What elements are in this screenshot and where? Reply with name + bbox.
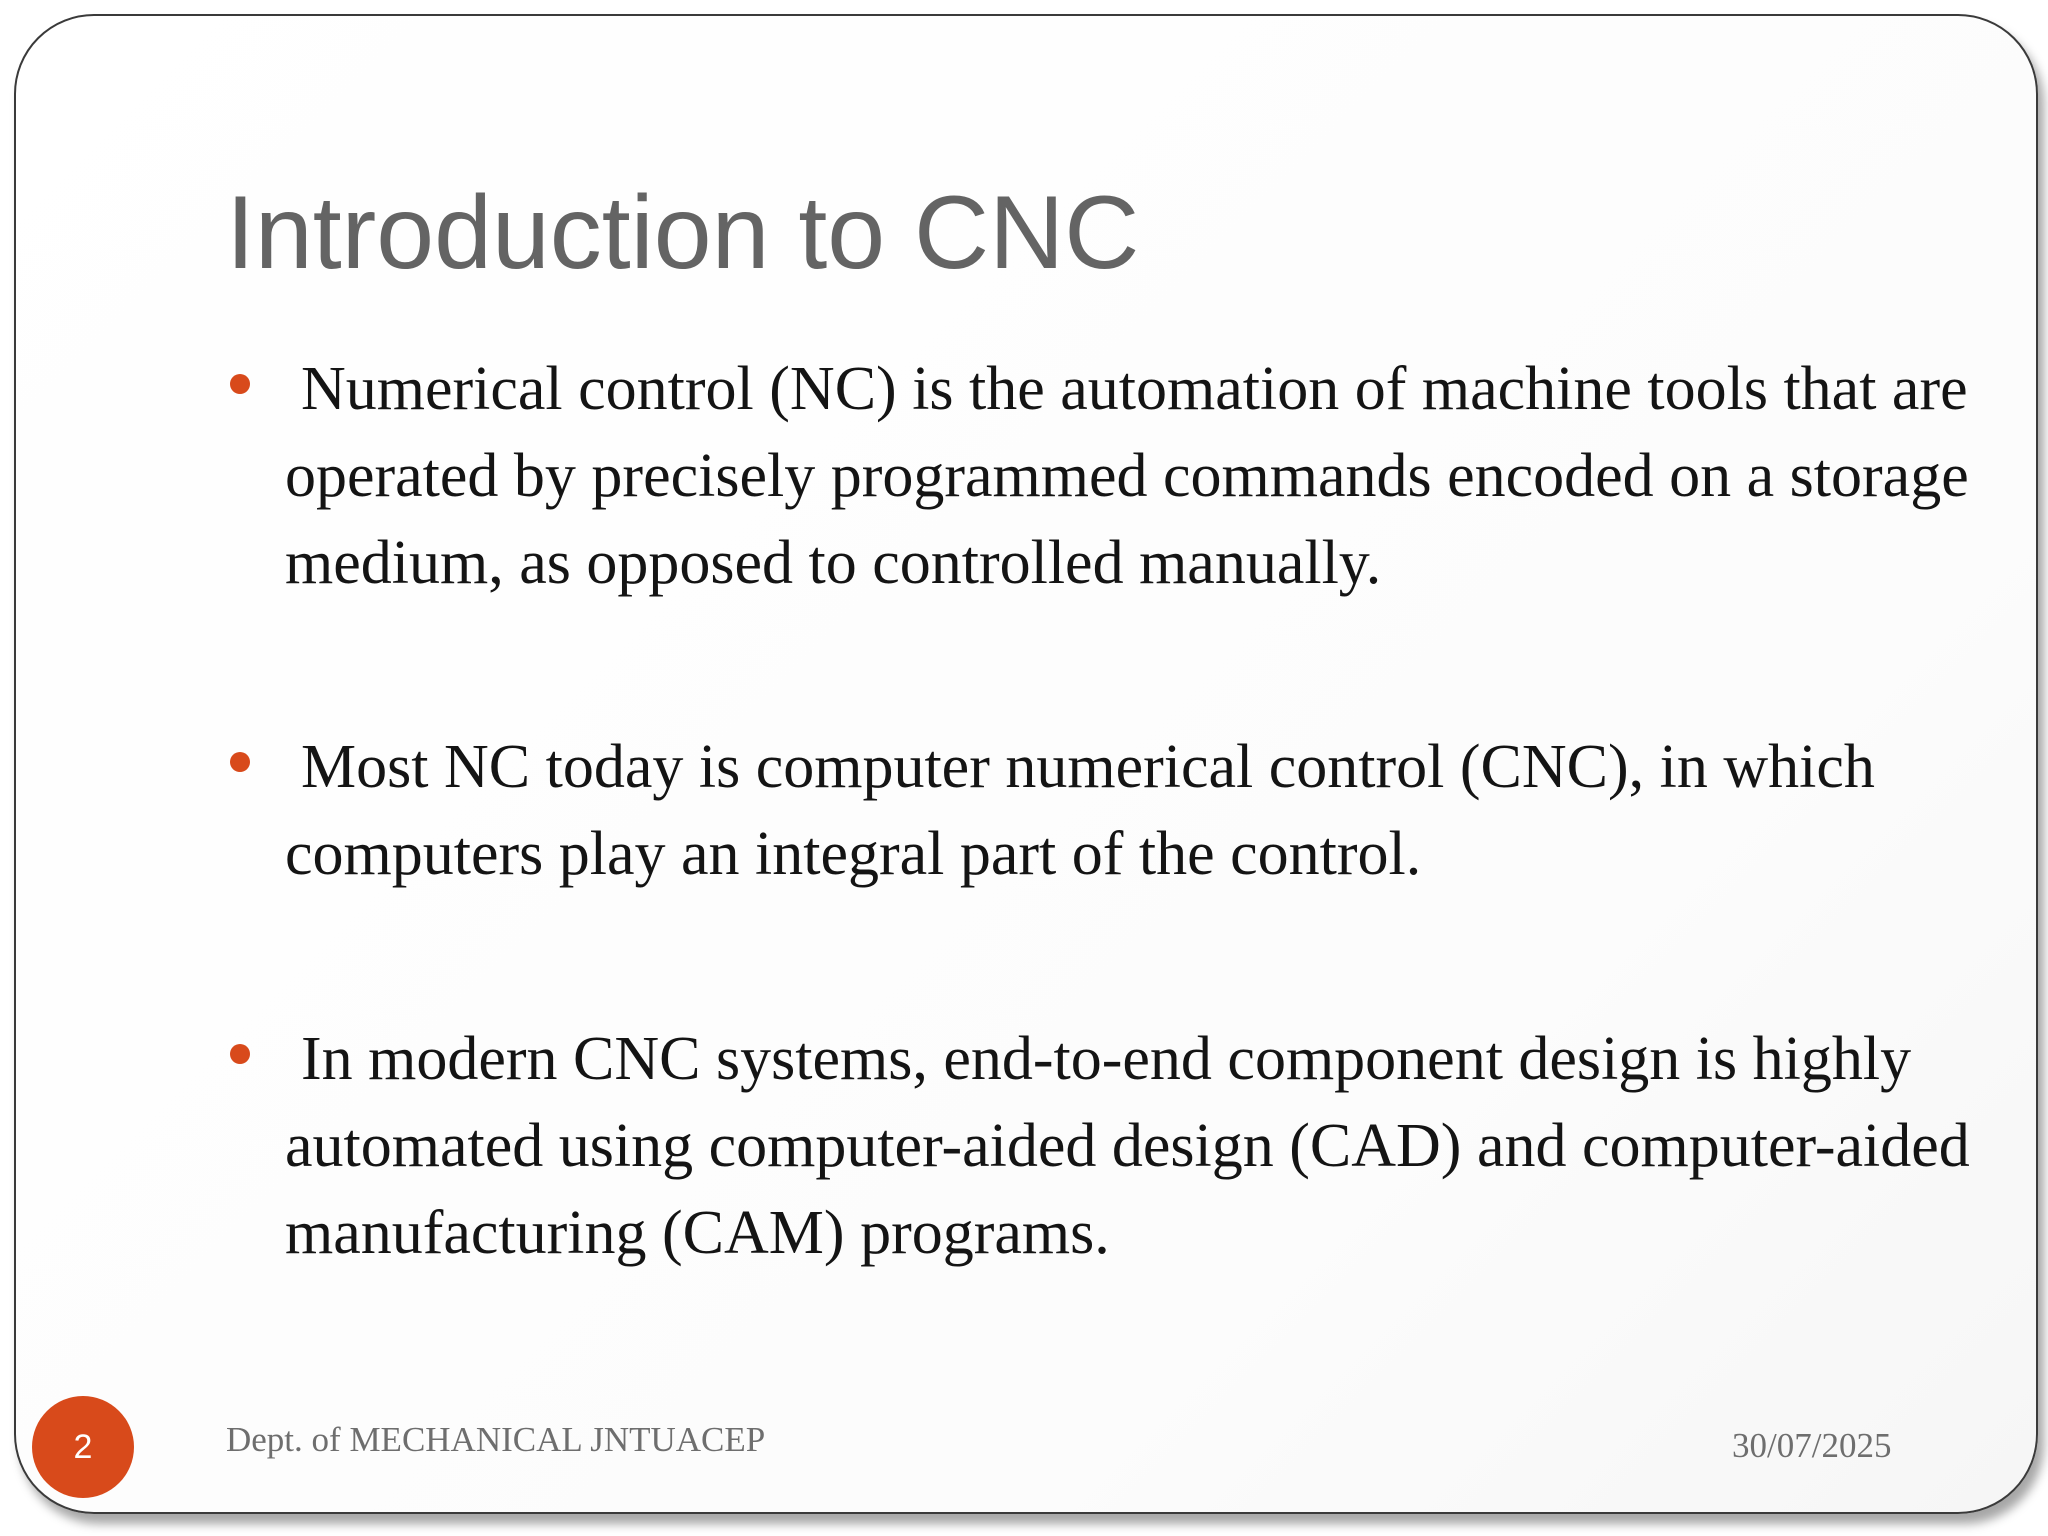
page-number: 2 (73, 1427, 93, 1466)
bullet-item (285, 1016, 1985, 1277)
bullet-text: In modern CNC systems, end-to-end component design is highly automated using computer-aided design (CAD) and computer-aided manufacturing (CAM) programs. (285, 1025, 1970, 1267)
bullet-dot-icon (230, 1044, 250, 1064)
page-number-badge (32, 1396, 134, 1498)
bullet-text: Numerical control (NC) is the automation of machine tools that are operated by precisely programmed commands encoded on a storage medium, as opposed to controlled manually. (285, 355, 1969, 597)
slide-title: Introduction to CNC (226, 175, 1140, 291)
footer-date: 30/07/2025 (1732, 1426, 1892, 1465)
bullet-dot-icon (230, 752, 250, 772)
bullet-item (285, 346, 1985, 607)
bullet-dot-icon (230, 374, 250, 394)
bullet-item (285, 724, 1985, 898)
footer-department: Dept. of MECHANICAL JNTUACEP (226, 1420, 766, 1459)
bullet-text: Most NC today is computer numerical control (CNC), in which computers play an integral part of the control. (285, 733, 1875, 888)
